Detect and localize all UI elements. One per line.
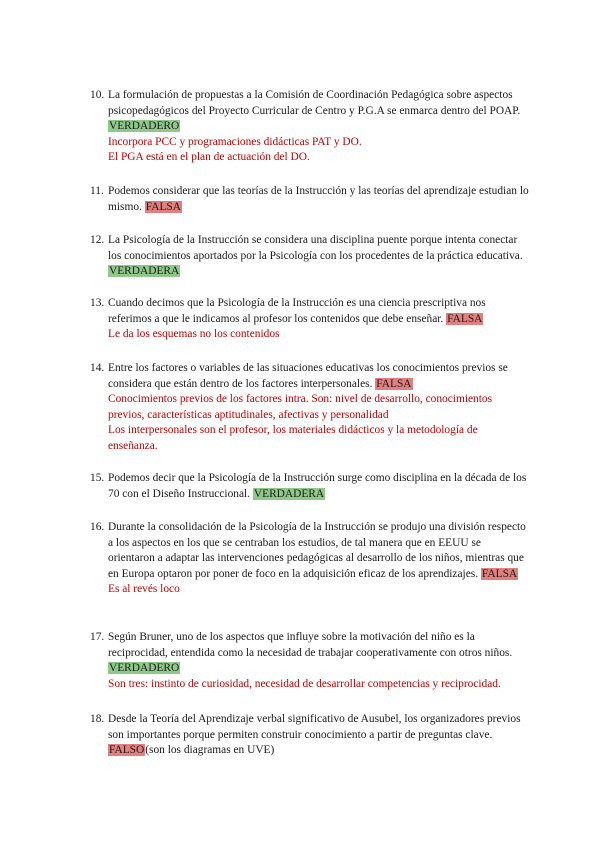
answer-badge: FALSA: [481, 567, 518, 580]
question-number: 12.: [90, 234, 105, 246]
question-text: Según Bruner, uno de los aspectos que influye sobre la motivación del niño es la reciprocidad, entendida como la necesidad de trabajar cooperativamente con otros niños.: [108, 631, 513, 659]
question-10: [90, 88, 530, 166]
question-text: La Psicología de la Instrucción se considera una disciplina puente porque intenta conectar los conocimientos aportados por la Psicología con los procedentes de la práctica educativa.: [108, 234, 523, 262]
question-15: [90, 471, 530, 502]
answer-badge: FALSA: [145, 200, 181, 213]
question-text: Podemos considerar que las teorías de la Instrucción y las teorías del aprendizaje estudian lo mismo.: [108, 185, 529, 213]
answer-badge: FALSO: [109, 744, 145, 757]
question-number: 14.: [90, 362, 105, 374]
question-13: [90, 296, 530, 343]
question-14: [90, 361, 530, 455]
note-line: Conocimientos previos de los factores intra. Son: nivel de desarrollo, conocimientos previos, características aptitudinales, afectivas y personalidad: [108, 393, 493, 421]
note-line: El PGA está en el plan de actuación del DO.: [108, 151, 310, 164]
answer-comment: (son los diagramas en UVE): [145, 744, 275, 757]
question-17: [90, 630, 530, 692]
question-text: Entre los factores o variables de las situaciones educativas los conocimientos previos se considera que están dentro de los factores interpersonales.: [108, 362, 508, 390]
answer-badge: VERDADERO: [109, 662, 180, 675]
question-number: 15.: [90, 472, 105, 484]
question-number: 18.: [90, 713, 105, 725]
answer-badge: VERDADERO: [109, 120, 180, 133]
question-text: Desde la Teoría del Aprendizaje verbal significativo de Ausubel, los organizadores previos son importantes porque permiten construir conocimiento a partir de preguntas clave.: [108, 713, 521, 741]
question-text: La formulación de propuestas a la Comisión de Coordinación Pedagógica sobre aspectos psicopedagógicos del Proyecto Curricular de Centro y P.G.A se enmarca dentro del POAP.: [108, 89, 521, 117]
question-12: [90, 233, 530, 280]
note-line: Es al revés loco: [108, 583, 180, 596]
question-text: Durante la consolidación de la Psicología de la Instrucción se produjo una división respecto a los aspectos en los que se centraban los estudios, de tal manera que en EEUU se orientaron a adaptar las intervenciones pedagógicas al desarrollo de los niños, mientras que en Europa optaron por poner de foco en la adquisición eficaz de los aprendizajes.: [108, 521, 526, 580]
question-number: 16.: [90, 521, 105, 533]
answer-badge: FALSA: [376, 377, 412, 390]
answer-badge: VERDADERA: [109, 265, 180, 278]
note-line: Los interpersonales son el profesor, los materiales didácticos y la metodología de enseñanza.: [108, 424, 478, 452]
question-number: 13.: [90, 297, 105, 309]
note-line: Le da los esquemas no los contenidos: [108, 328, 280, 341]
question-11: [90, 184, 530, 215]
question-18: [90, 712, 530, 759]
question-number: 17.: [90, 631, 105, 643]
question-number: 11.: [90, 185, 104, 197]
note-line: Son tres: instinto de curiosidad, necesidad de desarrollar competencias y reciprocidad.: [108, 677, 501, 690]
answer-badge: FALSA: [447, 312, 483, 325]
question-number: 10.: [90, 89, 105, 101]
answer-badge: VERDADERA: [253, 487, 325, 500]
question-16: [90, 520, 530, 598]
question-text: Podemos decir que la Psicología de la Instrucción surge como disciplina en la década de los 70 con el Diseño Instruccional.: [108, 472, 527, 500]
question-text: Cuando decimos que la Psicología de la Instrucción es una ciencia prescriptiva nos referimos a que le indicamos al profesor los contenidos que debe enseñar.: [108, 297, 486, 325]
note-line: Incorpora PCC y programaciones didácticas PAT y DO.: [108, 135, 362, 148]
